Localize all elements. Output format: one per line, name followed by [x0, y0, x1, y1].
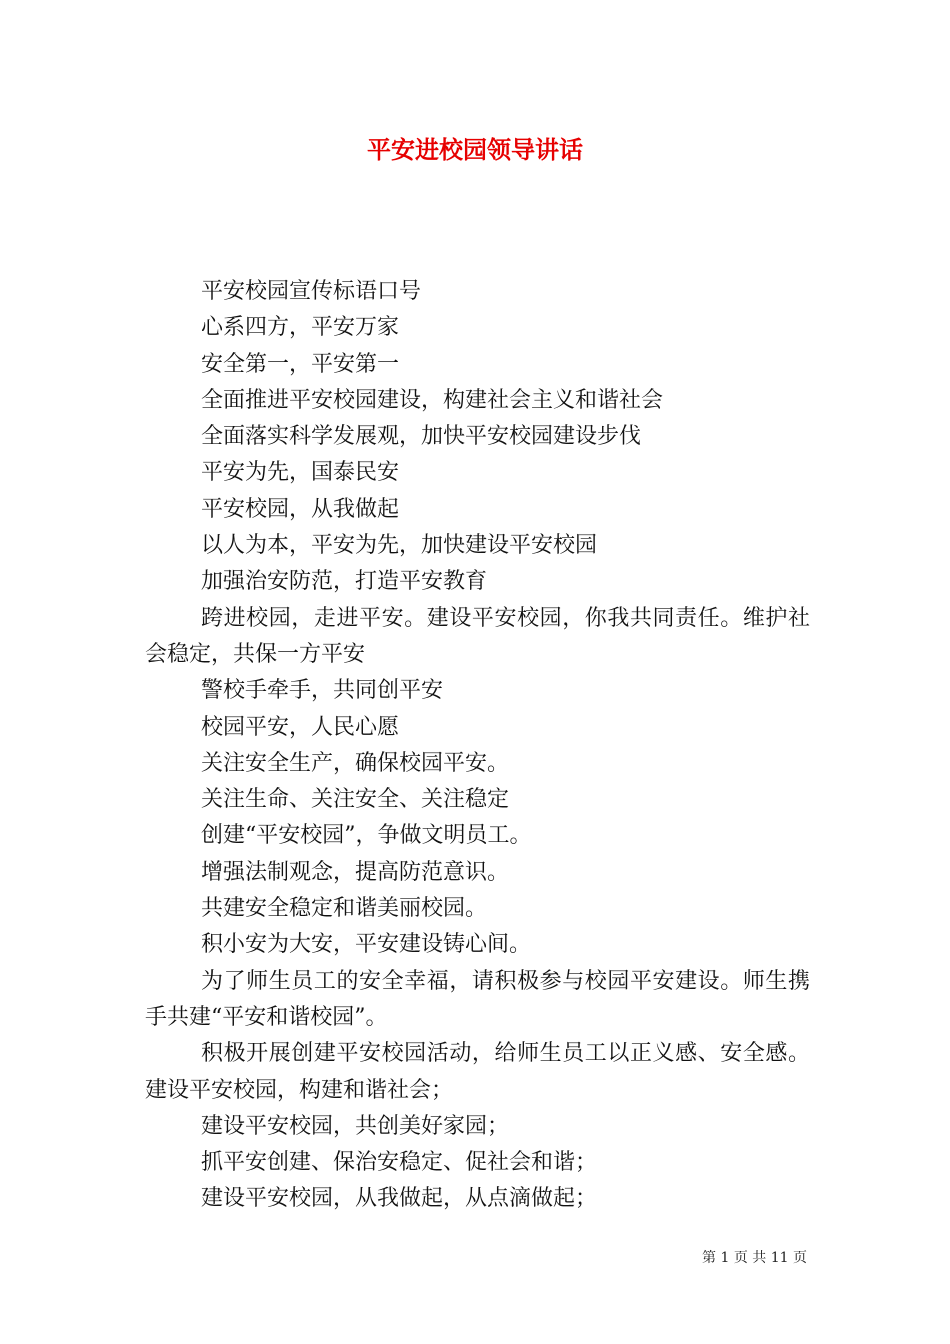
paragraph: 安全第一，平安第一 [201, 351, 400, 377]
paragraph: 增强法制观念，提高防范意识。 [201, 859, 510, 885]
paragraph: 关注安全生产，确保校园平安。 [201, 750, 510, 776]
paragraph: 警校手牵手，共同创平安 [201, 678, 444, 704]
document-body [145, 274, 810, 1218]
paragraph: 创建“平安校园”，争做文明员工。 [201, 823, 532, 849]
paragraph: 跨进校园，走进平安。建设平安校园，你我共同责任。维护社会稳定，共保一方平安 [145, 605, 810, 667]
paragraph: 平安为先，国泰民安 [201, 460, 400, 486]
paragraph: 共建安全稳定和谐美丽校园。 [201, 896, 488, 922]
paragraph: 校园平安，人民心愿 [201, 714, 400, 740]
paragraph: 全面推进平安校园建设，构建社会主义和谐社会 [201, 387, 664, 413]
paragraph: 以人为本，平安为先，加快建设平安校园 [201, 533, 598, 559]
paragraph: 积极开展创建平安校园活动，给师生员工以正义感、安全感。建设平安校园，构建和谐社会； [145, 1041, 810, 1103]
paragraph: 关注生命、关注安全、关注稳定 [201, 787, 510, 813]
page-title: 平安进校园领导讲话 [367, 135, 583, 164]
paragraph: 平安校园宣传标语口号 [201, 279, 422, 304]
paragraph: 心系四方，平安万家 [201, 315, 400, 341]
page-number-footer: 第 1 页 共 11 页 [702, 1250, 807, 1266]
paragraph: 全面落实科学发展观，加快平安校园建设步伐 [201, 424, 642, 450]
paragraph: 建设平安校园，从我做起，从点滴做起； [201, 1186, 598, 1212]
paragraph: 加强治安防范，打造平安教育 [201, 569, 488, 595]
paragraph: 抓平安创建、保治安稳定、促社会和谐； [201, 1150, 598, 1176]
paragraph: 建设平安校园，共创美好家园； [201, 1113, 510, 1139]
paragraph: 平安校园，从我做起 [201, 496, 400, 522]
paragraph: 为了师生员工的安全幸福，请积极参与校园平安建设。师生携手共建“平安和谐校园”。 [145, 968, 810, 1030]
paragraph: 积小安为大安，平安建设铸心间。 [201, 932, 532, 958]
